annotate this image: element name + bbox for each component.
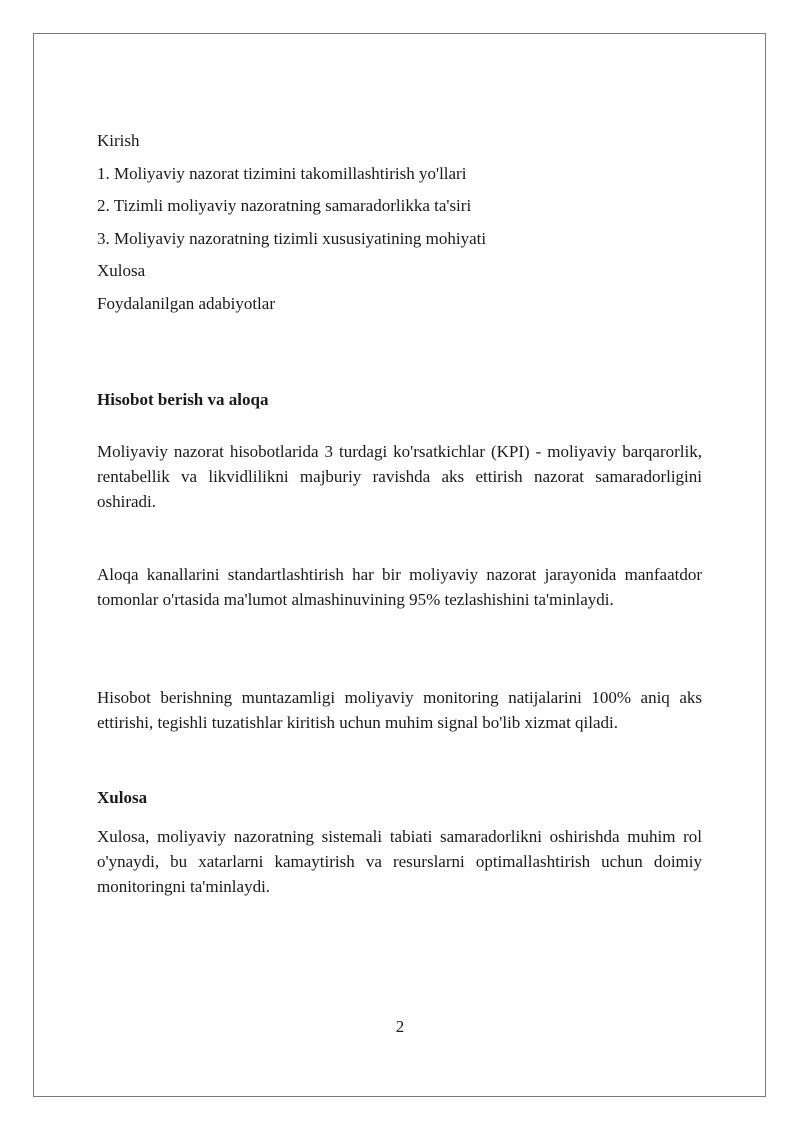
- toc-item-conclusion: Xulosa: [97, 261, 146, 281]
- toc-item-1: 1. Moliyaviy nazorat tizimini takomillashtirish yo'llari: [97, 163, 467, 183]
- paragraph-communication: Aloqa kanallarini standartlashtirish har bir moliyaviy nazorat jarayonida manfaatdor tomonlar o'rtasida ma'lumot almashinuvining 95% tezlashishini ta'minlaydi.: [97, 565, 702, 609]
- toc-item-intro: Kirish: [97, 131, 140, 150]
- paragraph-kpi: Moliyaviy nazorat hisobotlarida 3 turdagi ko'rsatkichlar (KPI) - moliyaviy barqarorlik, rentabellik va likvidlilikni majburiy ravishda aks ettirish nazorat samaradorligini oshiradi.: [97, 442, 702, 511]
- paragraph-conclusion: Xulosa, moliyaviy nazoratning sistemali tabiati samaradorlikni oshirishda muhim rol o'ynaydi, bu xatarlarni kamaytirish va resurslarni optimallashtirish uchun doimiy monitoringni ta'minlaydi.: [97, 827, 702, 896]
- toc-item-2: 2. Tizimli moliyaviy nazoratning samaradorlikka ta'siri: [97, 196, 472, 216]
- table-of-contents: [97, 128, 702, 324]
- paragraph-regularity: Hisobot berishning muntazamligi moliyaviy monitoring natijalarini 100% aniq aks ettirishi, tegishli tuzatishlar kiritish uchun muhim signal bo'lib xizmat qiladi.: [97, 688, 702, 732]
- toc-item-references: Foydalanilgan adabiyotlar: [97, 293, 275, 313]
- section-heading-reporting: Hisobot berish va aloqa: [97, 390, 269, 409]
- page-number: 2: [395, 1017, 405, 1036]
- toc-item-3: 3. Moliyaviy nazoratning tizimli xususiyatining mohiyati: [97, 228, 487, 248]
- section-heading-conclusion: Xulosa: [97, 788, 148, 807]
